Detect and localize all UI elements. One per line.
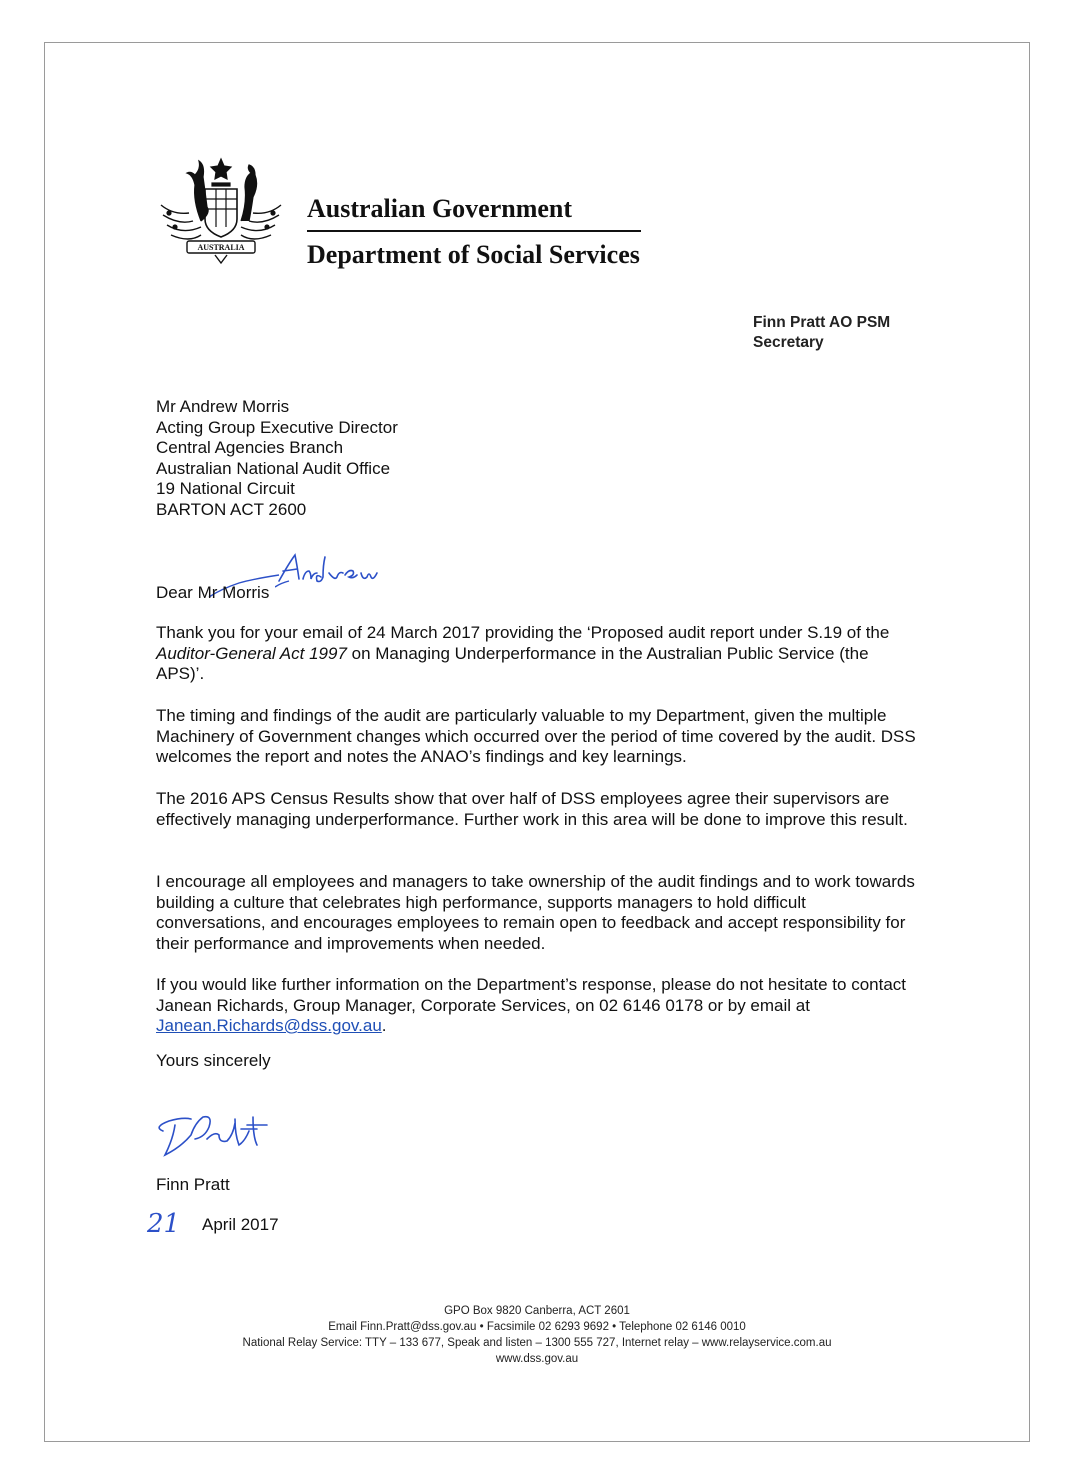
paragraph-1: Thank you for your email of 24 March 2017 providing the ‘Proposed audit report under S.19 of the Auditor-General Act 1997 on Managing Underperformance in the Australian Public Service (the APS)’. xyxy=(156,623,890,683)
footer-line: National Relay Service: TTY – 133 677, Speak and listen – 1300 555 727, Internet relay – www.relayservice.com.au xyxy=(242,1337,832,1349)
paragraph-3: The 2016 APS Census Results show that over half of DSS employees agree their supervisors are effectively managing underperformance. Further work in this area will be done to improve this result. xyxy=(156,789,908,829)
sender-name: Finn Pratt AO PSM xyxy=(753,314,891,331)
address-line: Central Agencies Branch xyxy=(156,438,344,457)
paragraph-2: The timing and findings of the audit are particularly valuable to my Department, given the multiple Machinery of Government changes which occurred over the period of time covered by the audit. DSS welcomes the report and notes the ANAO’s findings and key learnings. xyxy=(156,706,916,766)
footer-line: Email Finn.Pratt@dss.gov.au • Facsimile 02 6293 9692 • Telephone 02 6146 0010 xyxy=(328,1321,746,1333)
paragraph-4: I encourage all employees and managers to take ownership of the audit findings and to work towards building a culture that celebrates high performance, supports managers to hold difficult conversations, and encourages employees to remain open to feedback and accept responsibility for their performance and improvements when needed. xyxy=(156,872,915,953)
footer-line: www.dss.gov.au xyxy=(495,1353,579,1365)
paragraph-5: If you would like further information on the Department’s response, please do not hesitate to contact Janean Richards, Group Manager, Corporate Services, on 02 6146 0178 or by email at Janean.Richards@dss.gov.au. xyxy=(156,975,907,1035)
salutation: Dear Mr Morris xyxy=(156,583,270,602)
address-line: Australian National Audit Office xyxy=(156,458,391,478)
letter-body xyxy=(45,43,1029,1441)
letterhead-rule xyxy=(307,230,641,232)
letter-page xyxy=(44,42,1030,1442)
address-line: Acting Group Executive Director xyxy=(156,417,398,437)
department-title: Department of Social Services xyxy=(307,240,640,269)
recipient-address xyxy=(156,397,398,520)
signer-name: Finn Pratt xyxy=(156,1175,230,1194)
government-title: Australian Government xyxy=(307,194,573,223)
footer-line: GPO Box 9820 Canberra, ACT 2601 xyxy=(444,1305,630,1317)
date-month-year: April 2017 xyxy=(202,1215,279,1234)
footer-contact xyxy=(45,1303,1029,1367)
address-line: Mr Andrew Morris xyxy=(156,397,290,416)
svg-text:AUSTRALIA: AUSTRALIA xyxy=(197,243,245,252)
email-link[interactable]: Janean.Richards@dss.gov.au xyxy=(156,1016,382,1035)
valediction: Yours sincerely xyxy=(156,1051,271,1070)
handwritten-greeting xyxy=(275,549,425,589)
date-day-handwritten: 21 xyxy=(147,1209,181,1239)
address-line: 19 National Circuit xyxy=(156,479,295,498)
sender-block xyxy=(753,313,890,353)
signature-image xyxy=(149,1095,329,1167)
address-line: BARTON ACT 2600 xyxy=(156,499,307,519)
coat-of-arms-icon xyxy=(157,155,285,267)
sender-title: Secretary xyxy=(753,334,824,351)
